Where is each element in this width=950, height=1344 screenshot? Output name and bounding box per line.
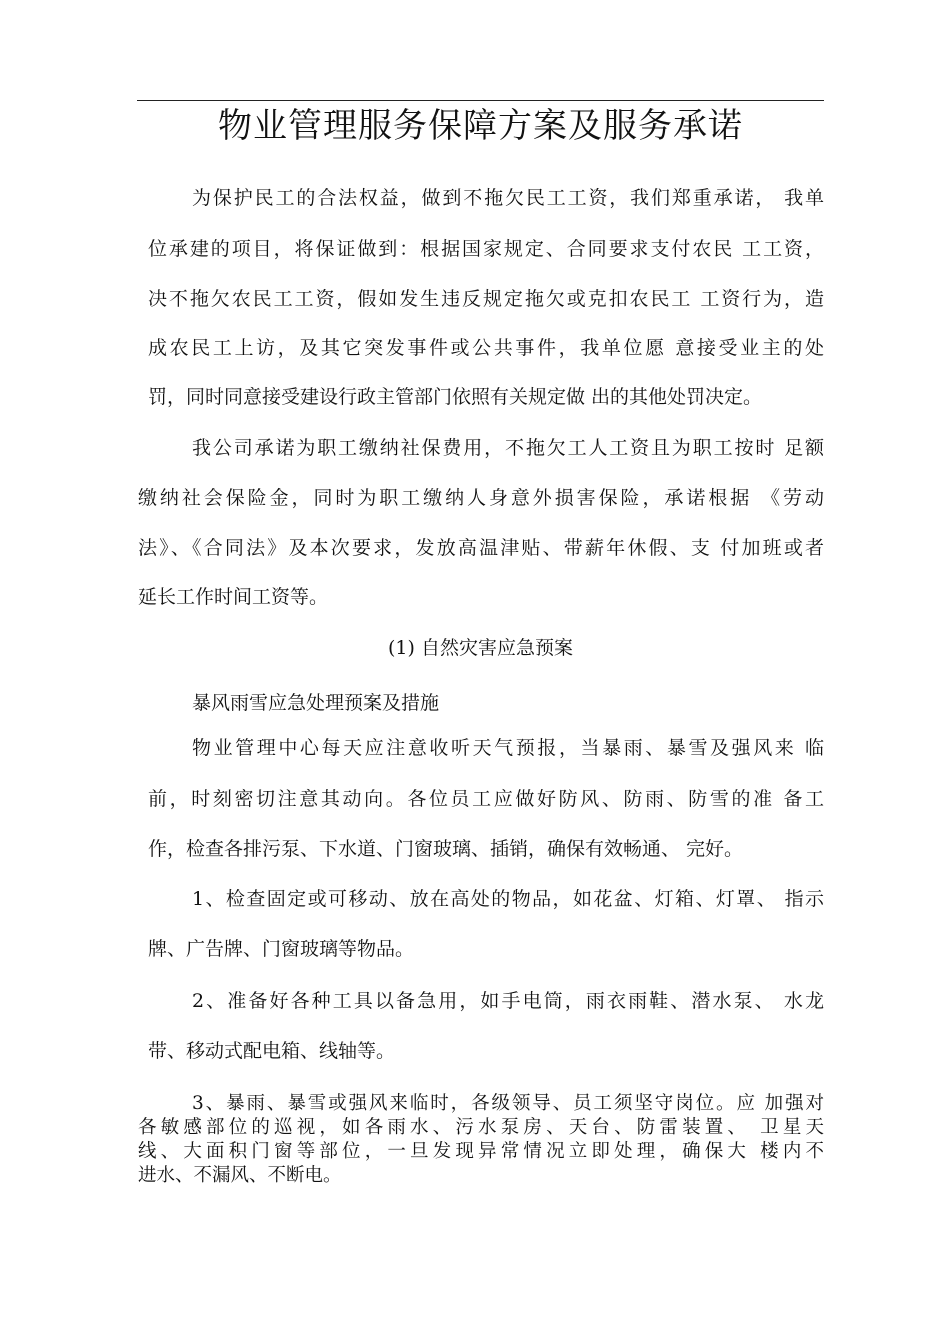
header-rule — [137, 100, 824, 101]
paragraph-line: 法》、《合同法》及本次要求，发放高温津贴、带薪年休假、支 付加班或者 — [138, 537, 824, 559]
subheading: 暴风雨雪应急处理预案及措施 — [192, 692, 440, 714]
list-item-line: 2、准备好各种工具以备急用，如手电筒，雨衣雨鞋、潜水泵、 水龙 — [192, 990, 824, 1012]
page-title: 物业管理服务保障方案及服务承诺 — [218, 106, 743, 146]
list-item-line: 1、检查固定或可移动、放在高处的物品，如花盆、灯箱、灯罩、 指示 — [192, 888, 824, 910]
list-item-line: 进水、不漏风、不断电。 — [138, 1165, 342, 1186]
paragraph-line: 缴纳社会保险金，同时为职工缴纳人身意外损害保险，承诺根据 《劳动 — [138, 487, 824, 509]
list-item-line: 3、暴雨、暴雪或强风来临时，各级领导、员工须坚守岗位。应 加强对 — [192, 1093, 824, 1114]
paragraph-line: 作，检查各排污泵、下水道、门窗玻璃、插销，确保有效畅通、 完好。 — [148, 838, 744, 860]
paragraph-line: 成农民工上访，及其它突发事件或公共事件，我单位愿 意接受业主的处 — [148, 337, 824, 359]
list-item-line: 牌、广告牌、门窗玻璃等物品。 — [148, 938, 415, 960]
paragraph-line: 位承建的项目，将保证做到：根据国家规定、合同要求支付农民 工工资， — [148, 238, 824, 260]
paragraph-line: 我公司承诺为职工缴纳社保费用，不拖欠工人工资且为职工按时 足额 — [192, 437, 824, 459]
list-item-line: 线、大面积门窗等部位，一旦发现异常情况立即处理，确保大 楼内不 — [138, 1141, 824, 1162]
paragraph-line: 为保护民工的合法权益，做到不拖欠民工工资，我们郑重承诺， 我单 — [192, 187, 824, 209]
paragraph-line: 罚，同时同意接受建设行政主管部门依照有关规定做 出的其他处罚决定。 — [148, 386, 763, 408]
list-item-line: 各敏感部位的巡视，如各雨水、污水泵房、天台、防雷装置、 卫星天 — [138, 1117, 824, 1138]
paragraph-line: 决不拖欠农民工工资，假如发生违反规定拖欠或克扣农民工 工资行为，造 — [148, 288, 824, 310]
paragraph-line: 物业管理中心每天应注意收听天气预报，当暴雨、暴雪及强风来 临 — [192, 737, 824, 759]
section-heading: (1) 自然灾害应急预案 — [388, 637, 573, 659]
paragraph-line: 延长工作时间工资等。 — [138, 586, 329, 608]
paragraph-line: 前，时刻密切注意其动向。各位员工应做好防风、防雨、防雪的准 备工 — [148, 788, 824, 810]
list-item-line: 带、移动式配电箱、线轴等。 — [148, 1040, 396, 1062]
